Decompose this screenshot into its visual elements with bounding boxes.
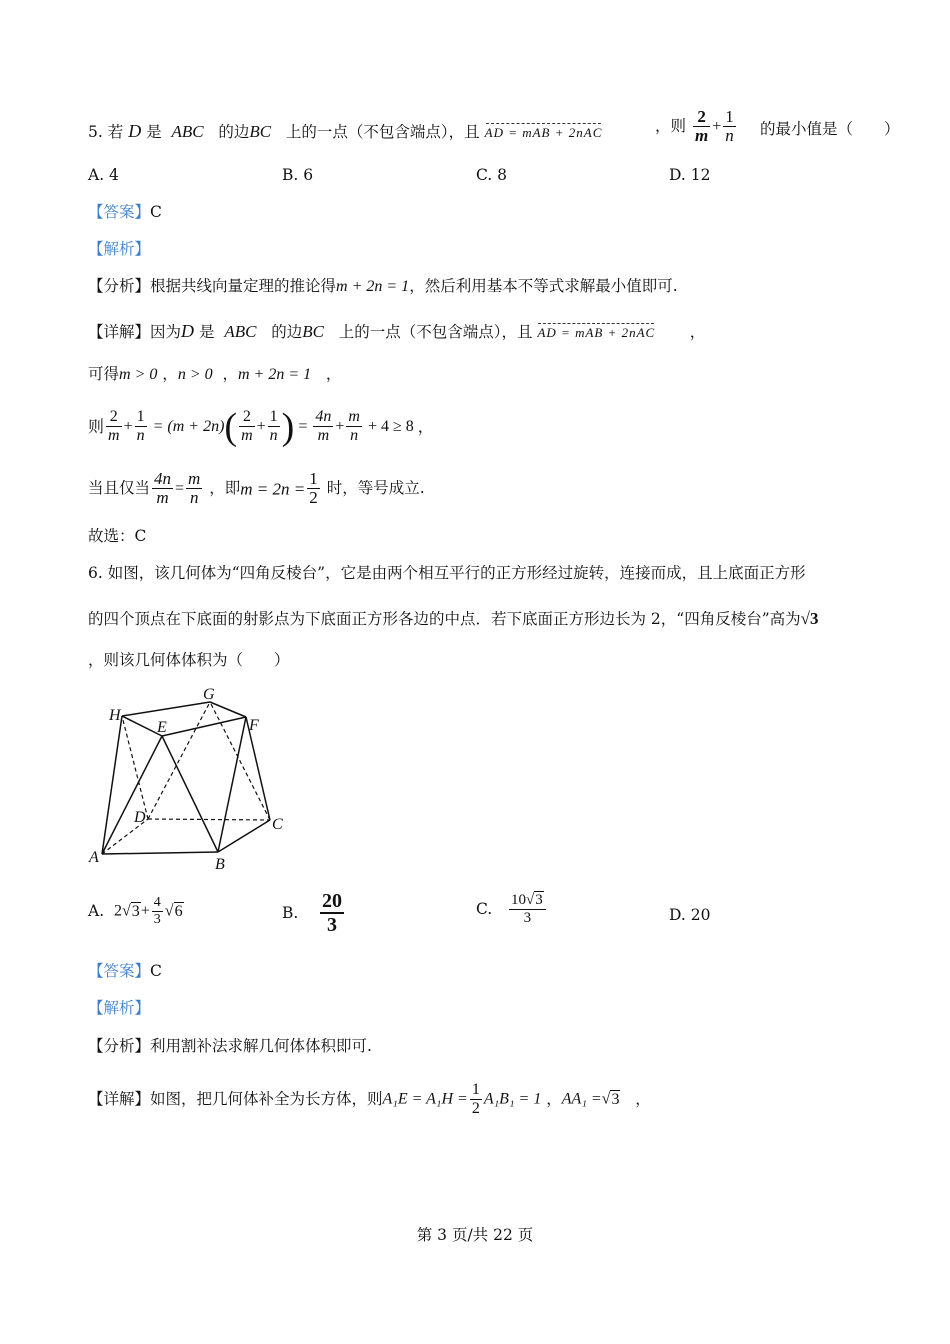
- q6-stem-line3: ，则该几何体体积为（ ）: [88, 651, 290, 669]
- label-E: E: [157, 719, 167, 736]
- q5-option-c: C. 8: [476, 166, 508, 184]
- q5-fenxi: 【分析】根据共线向量定理的推论得m + 2n = 1，然后利用基本不等式求解最小值即可.: [88, 277, 678, 295]
- q5-vector-equation: AD = mAB + 2nAC: [484, 125, 603, 140]
- q6-detail: 【详解】如图，把几何体补全为长方体，则A₁E = A₁H = $\frac{1}{2}$ A₁B₁ = 1 ，AA₁ =√3 ，: [88, 1081, 651, 1117]
- q5-frac-1-over-n: $\frac{1}{n}$: [725, 107, 734, 145]
- antiprism-figure: [82, 680, 302, 875]
- q6-option-c: C. $\frac{10√3}{3}$: [476, 893, 548, 926]
- edge-EF: [162, 717, 246, 736]
- label-F: F: [249, 717, 259, 734]
- q6-stem-line2: 的四个顶点在下底面的射影点为下底面正方形各边的中点．若下底面正方形边长为 2，“四角反棱台”高为√3: [88, 609, 819, 628]
- edge-HG: [122, 702, 210, 716]
- label-D: D: [134, 809, 146, 826]
- edge-GF: [210, 702, 246, 717]
- q6-option-a: A. 2√3+ $\frac{4}{3}$ √6: [88, 895, 183, 927]
- edge-DC: [148, 819, 270, 820]
- edge-HE: [122, 716, 162, 736]
- q5-frac-2-over-m: $\frac{2}{m}$: [694, 107, 709, 145]
- q6-answer: 【答案】C: [88, 962, 162, 980]
- q6-option-d: D. 20: [669, 906, 711, 924]
- q5-expression: ，则 $\frac{2}{m}$ + $\frac{1}{n}$: [655, 107, 734, 145]
- q5-detail-line3: 则 $\frac{2}{m}$ + $\frac{1}{n}$ = (m + 2n)( $\frac{2}{m}$ + $\frac{1}{n}$ ) = $\frac{4n}{m}$ + $\frac{m}{n}$ + 4 ≥ 8 ，: [88, 406, 434, 448]
- edge-DH: [122, 716, 148, 819]
- edge-AB: [102, 852, 218, 854]
- q5-stem: 5. 若 D 是 ABC 的边BC 上的一点（不包含端点），且 AD = mAB + 2nAC: [88, 121, 603, 141]
- label-A: A: [89, 849, 99, 866]
- q5-question-end: 的最小值是（ ）: [760, 120, 900, 138]
- edge-BF: [218, 717, 246, 852]
- q5-conclusion: 故选：C: [88, 527, 147, 545]
- q6-option-b: B. $\frac{20}{3}$: [282, 890, 343, 936]
- edge-BC: [218, 820, 270, 852]
- edge-CG: [210, 702, 270, 820]
- q5-detail-line4: 当且仅当 $\frac{4n}{m}$ = $\frac{m}{n}$ ，即m = 2n = $\frac{1}{2}$ 时，等号成立.: [88, 469, 425, 507]
- page-footer: 第 3 页/共 22 页: [416, 1226, 534, 1244]
- q5-answer: 【答案】C: [88, 203, 162, 221]
- q6-fenxi: 【分析】利用割补法求解几何体体积即可.: [88, 1037, 372, 1055]
- label-C: C: [272, 816, 283, 833]
- label-G: G: [203, 686, 215, 703]
- q6-analysis-tag: 【解析】: [88, 999, 151, 1017]
- q5-option-d: D. 12: [669, 166, 711, 184]
- q5-option-b: B. 6: [282, 166, 314, 184]
- label-H: H: [109, 707, 121, 724]
- edge-BE: [162, 736, 218, 852]
- q5-option-a: A. 4: [88, 166, 119, 184]
- q5-detail-line2: 可得m > 0 ，n > 0 ，m + 2n = 1 ，: [88, 365, 342, 383]
- label-B: B: [215, 856, 225, 873]
- q5-analysis-tag: 【解析】: [88, 240, 151, 258]
- q5-detail-line1: 【详解】因为D 是 ABC 的边BC 上的一点（不包含端点），且 AD = mAB + 2nAC ，: [88, 321, 706, 341]
- q6-stem-line1: 6. 如图，该几何体为“四角反棱台”，它是由两个相互平行的正方形经过旋转，连接而成，且上底面正方形: [88, 564, 806, 582]
